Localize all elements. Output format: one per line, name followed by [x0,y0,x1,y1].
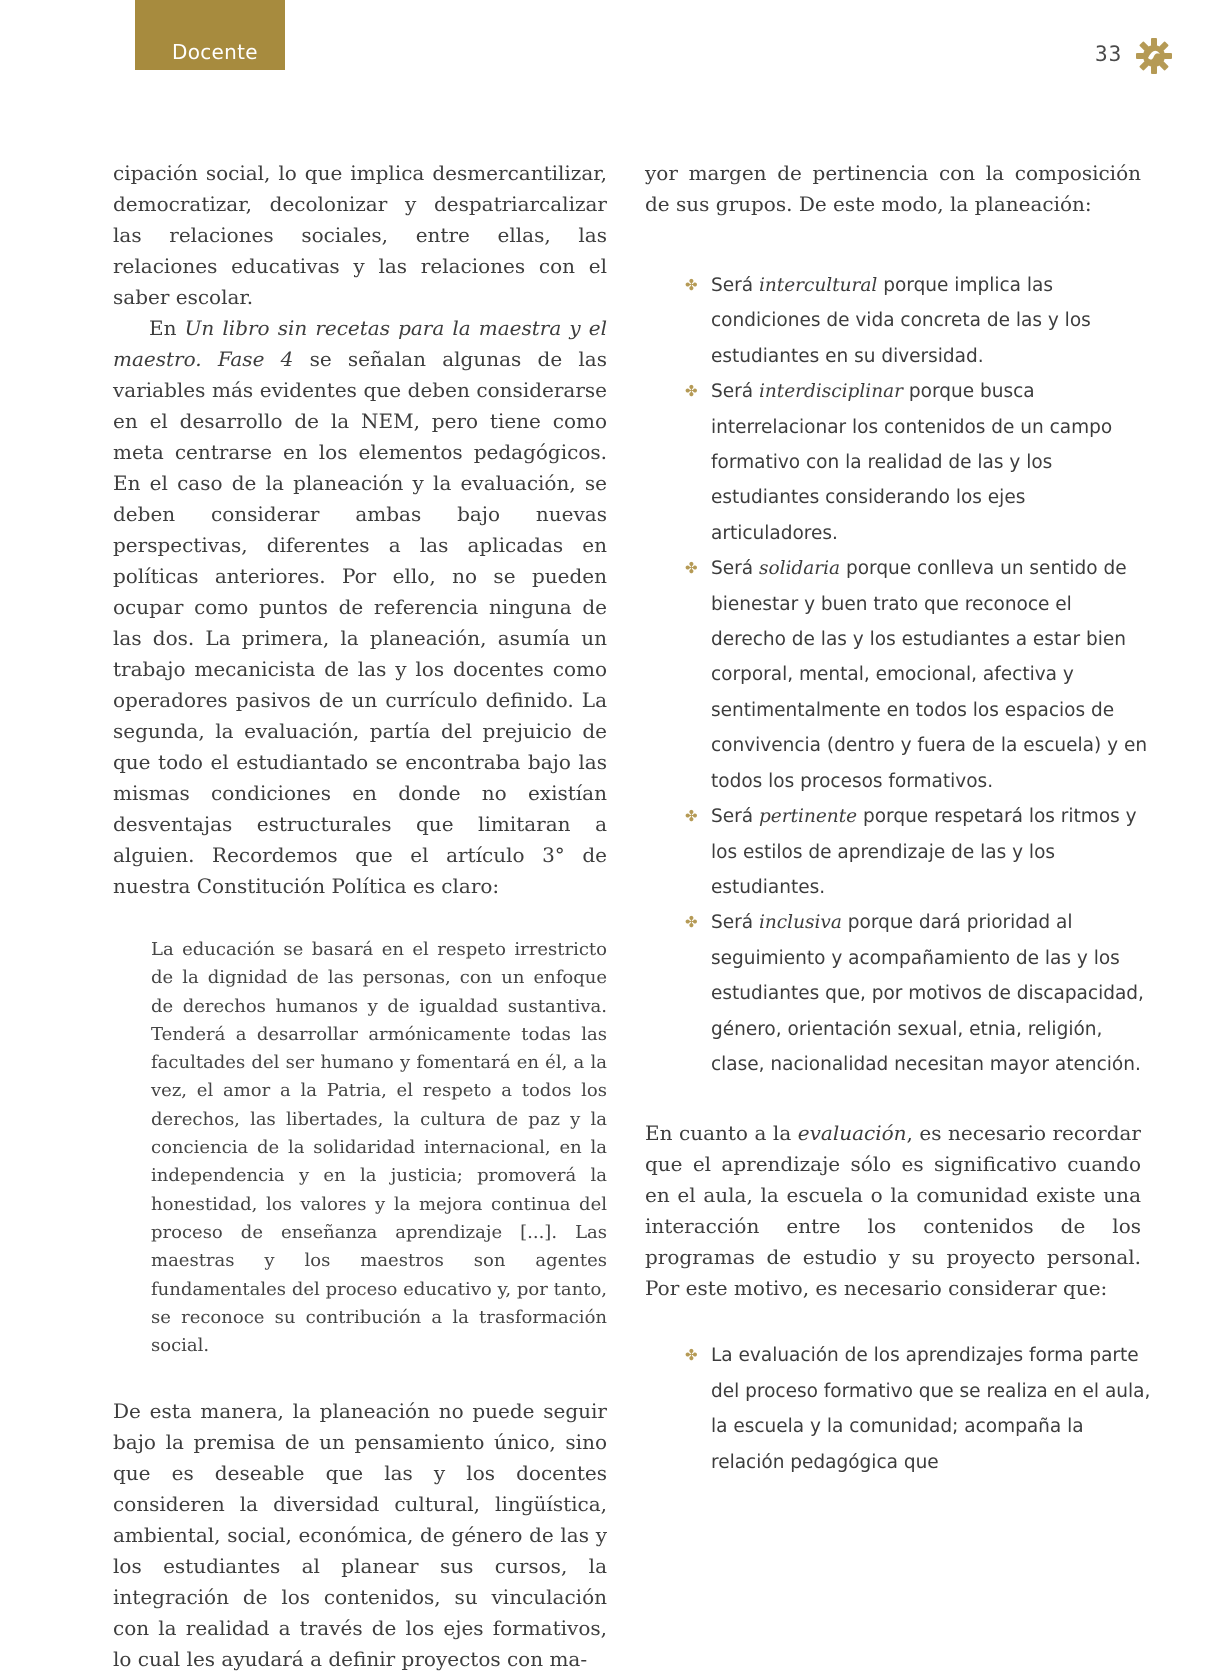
planning-criteria-list [685,268,1148,1082]
block-quote: La educación se basará en el respeto irrestricto de la dignidad de las personas, con un enfoque de derechos humanos y de igualdad sustantiva. Tenderá a desarrollar armónicamente todas las facultades del ser humano y fomentará en él, a la vez, el amor a la Patria, el respeto a todos los derechos, las libertades, la cultura de paz y la conciencia de la solidaridad internacional, en la independencia y en la justicia; promoverá la honestidad, los valores y la mejora continua del proceso de enseñanza aprendizaje [...]. Las maestras y los maestros son agentes fundamentales del proceso educativo y, por tanto, se reconoce su contribución a la trasformación social. [151,939,607,1357]
bullet-icon: ✤ [685,559,698,578]
paragraph: En cuanto a la evaluación, es necesario recordar que el aprendizaje sólo es significativo cuando en el aula, la escuela o la comunidad existe una interacción entre los contenidos de los programas de estudio y su proyecto personal. Por este motivo, es necesario considerar que: [645,1121,1141,1301]
bullet-icon: ✤ [685,276,698,294]
gear-emblem-icon [1134,36,1174,76]
bullet-icon: ✤ [685,807,698,826]
page-number: 33 [1095,42,1123,66]
left-column [113,158,607,1675]
bullet-icon: ✤ [685,382,698,401]
bullet-icon: ✤ [685,913,698,932]
list-item: ✤ Será intercultural porque implica las condiciones de vida concreta de las y los estudiantes en su diversidad. [685,268,1151,374]
book-title: Un libro sin recetas para la maestra y el maestro. Fase 4 [113,316,607,371]
paragraph: cipación social, lo que implica desmercantilizar, democratizar, decolonizar y despatriarcalizar las relaciones sociales, entre ellas, las relaciones educativas y las relaciones con el saber escolar. [113,161,607,309]
paragraph: De esta manera, la planeación no puede seguir bajo la premisa de un pensamiento único, sino que es deseable que las y los docentes consideren la diversidad cultural, lingüística, ambiental, social, económica, de género de las y los estudiantes al planear sus cursos, la integración de los contenidos, su vinculación con la realidad a través de los ejes formativos, lo cual les ayudará a definir proyectos con ma- [113,1399,607,1672]
paragraph: En Un libro sin recetas para la maestra y el maestro. Fase 4 se señalan algunas de las variables más evidentes que deben considerarse en el desarrollo de la NEM, pero tiene como meta centrarse en los elementos pedagógicos. En el caso de la planeación y la evaluación, se deben considerar ambas bajo nuevas perspectivas, diferentes a las aplicadas en políticas anteriores. Por ello, no se pueden ocupar como puntos de referencia ninguna de las dos. La primera, la planeación, asumía un trabajo mecanicista de las y los docentes como operadores pasivos de un currículo definido. La segunda, la evaluación, partía del prejuicio de que todo el estudiantado se encontraba bajo las mismas condiciones en donde no existían desventajas estructurales que limitaran a alguien. Recordemos que el artículo 3° de nuestra Constitución Política es claro: [113,316,607,898]
paragraph: yor margen de pertinencia con la composición de sus grupos. De este modo, la planeación: [645,161,1141,216]
list-item: ✤ Será solidaria porque conlleva un sentido de bienestar y buen trato que reconoce el derecho de las y los estudiantes a estar bien corporal, mental, emocional, afectiva y sentimentalmente en todos los espacios de convivencia (dentro y fuera de la escuela) y en todos los procesos formativos. [685,551,1151,799]
evaluation-list [685,1338,1151,1480]
right-column [645,158,1151,1516]
list-item: ✤ La evaluación de los aprendizajes forma parte del proceso formativo que se realiza en el aula, la escuela y la comunidad; acompaña la relación pedagógica que [685,1338,1151,1480]
list-item: ✤ Será interdisciplinar porque busca interrelacionar los contenidos de un campo formativo con la realidad de las y los estudiantes considerando los ejes articuladores. [685,374,1151,551]
section-tab [135,0,285,70]
list-item: ✤ Será inclusiva porque dará prioridad al seguimiento y acompañamiento de las y los estudiantes que, por motivos de discapacidad, género, orientación sexual, etnia, religión, clase, nacionalidad necesitan mayor atención. [685,905,1151,1082]
section-tab-label: Docente [172,40,258,64]
bullet-icon: ✤ [685,1346,698,1365]
list-item: ✤ Será pertinente porque respetará los ritmos y los estilos de aprendizaje de las y los estudiantes. [685,799,1151,905]
